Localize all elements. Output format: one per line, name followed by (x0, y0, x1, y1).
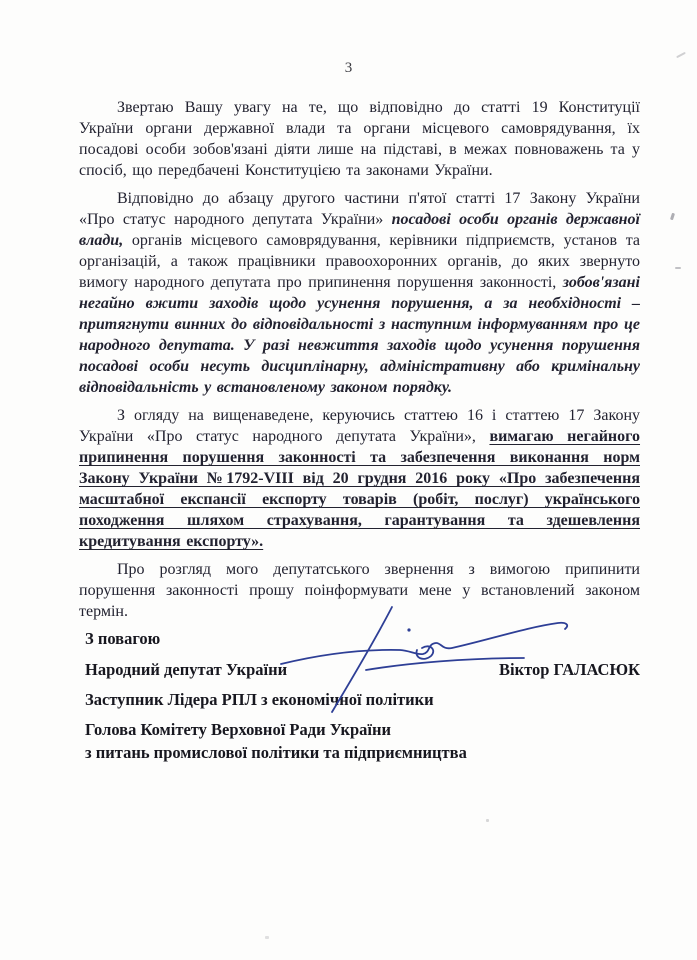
scan-speck (486, 819, 489, 822)
text-segment: Звертаю Вашу увагу на те, що відповідно до статті 19 Конституції України органи державної влади та органи місцевого самоврядування, їх посадові особи зобов'язані діяти лише на підставі, в межах повноважень та у спосіб, що передбачені Конституцією та законами України. (79, 99, 640, 179)
text-segment: Про розгляд мого депутатського звернення з вимогою припинити порушення законності прошу поінформувати мене у встановлений законом термін. (79, 561, 640, 620)
signature-title-deputy: Народний депутат України (85, 660, 288, 679)
scan-speck (675, 267, 681, 269)
letter-body (79, 97, 640, 622)
paragraph-intro (79, 97, 640, 181)
text-segment: З огляду на вищенаведене, керуючись статтею 16 і статтею 17 Закону України «Про статус народного депутата України», (79, 407, 640, 445)
scan-speck (676, 52, 686, 58)
scan-speck (265, 936, 269, 939)
signature-title-committee-line1: Голова Комітету Верховної Ради України (85, 720, 391, 739)
paragraph-demand (79, 405, 640, 552)
signature-block (85, 628, 640, 764)
scan-speck (670, 213, 675, 221)
signature-title-committee-line2: з питань промислової політики та підприємництва (85, 743, 467, 762)
page-number: 3 (344, 60, 353, 76)
paragraph-request (79, 559, 640, 622)
text-segment: Відповідно до абзацу другого частини п'ятої статті 17 Закону України «Про статус народного депутата України» (79, 190, 640, 228)
signature-salutation: З повагою (85, 629, 161, 648)
text-segment: органів місцевого самоврядування, керівники підприємств, установ та організацій, а також працівники правоохоронних органів, до яких звернуто вимогу народного депутата про припинення порушення законності, (79, 232, 640, 291)
text-segment-emphasis: зобов'язані негайно вжити заходів щодо усунення порушення, а за необхідності – притягнути винних до відповідальності з наступним інформуванням про це народного депутата. У разі невжиття заходів щодо усунення порушення посадові особи несуть дисциплінарну, адміністративну або кримінальну відповідальність у встановленому законом порядку. (79, 274, 640, 396)
signature-title-leader: Заступник Лідера РПЛ з економічної політики (85, 690, 434, 709)
paragraph-law17 (79, 188, 640, 398)
signature-row (85, 659, 640, 680)
signature-title-committee (85, 718, 640, 764)
text-segment-demand: вимагаю негайного припинення порушення законності та забезпечення виконання норм Закону України №1792-VIII від 20 грудня 2016 року «Про забезпечення масштабної експансії експорту товарів (робіт, послуг) українського походження шляхом страхування, гарантування та здешевлення кредитування експорту». (79, 428, 641, 550)
text-segment-emphasis: посадові особи органів державної влади, (79, 211, 640, 249)
signature-name: Віктор ГАЛАСЮК (499, 660, 640, 679)
